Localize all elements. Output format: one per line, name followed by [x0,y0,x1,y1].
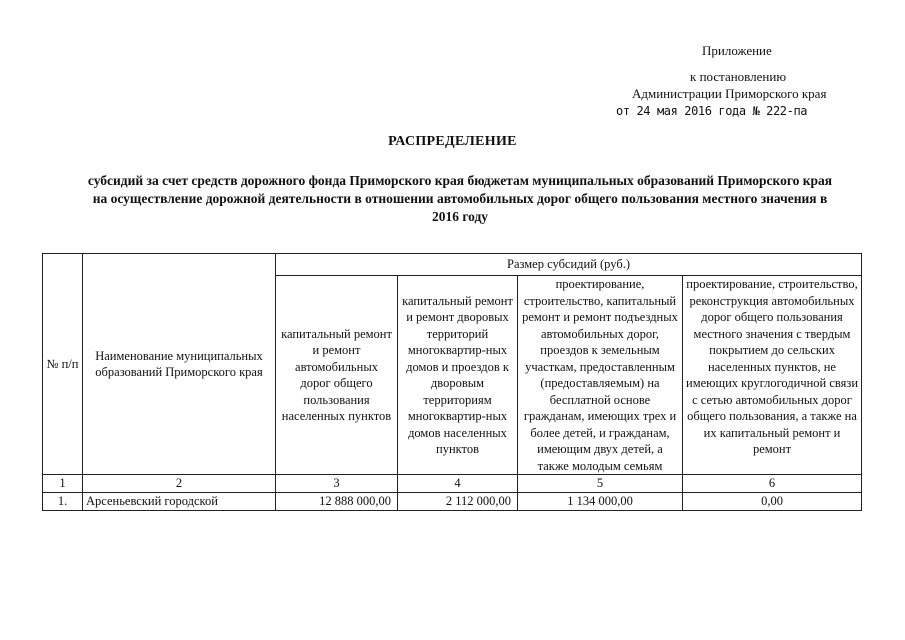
row-value-road-repair: 12 888 000,00 [276,492,398,510]
header-row-top [43,254,862,276]
row-value-rural-roads: 0,00 [683,492,862,510]
appendix-authority: Администрации Приморского края [632,86,827,101]
column-number: 6 [683,475,862,493]
header-road-repair: капитальный ремонт и ремонт автомобильных дорог общего пользования населенных пунктов [276,276,398,475]
column-number: 5 [518,475,683,493]
subsidies-table [42,253,862,511]
row-value-yard-repair: 2 112 000,00 [398,492,518,510]
appendix-resolution: к постановлению [690,69,787,84]
appendix-label: Приложение [702,43,772,58]
column-numbers-row [43,475,862,493]
column-number: 4 [398,475,518,493]
row-number: 1. [43,492,83,510]
header-number: № п/п [43,254,83,475]
column-number: 3 [276,475,398,493]
header-rural-roads: проектирование, строительство, реконструкция автомобильных дорог общего пользования местного значения с твердым покрытием до сельских населенных пунктов, не имеющих круглогодичной связи с сетью автомобильных дорог общего пользования, а также на их капитальный ремонт и ремонт [683,276,862,475]
table-row [43,492,862,510]
document-subtitle: субсидий за счет средств дорожного фонда Приморского края бюджетам муниципальных образований Приморского края на осуществление дорожной деятельности в отношении автомобильных дорог общего пользования местного значения в 2016 году [87,173,833,224]
document-title: РАСПРЕДЕЛЕНИЕ [388,134,517,149]
appendix-date-number: от 24 мая 2016 года № 222-па [616,104,808,118]
row-value-access-roads: 1 134 000,00 [518,492,683,510]
header-yard-repair: капитальный ремонт и ремонт дворовых территорий многоквартир-ных домов и проездов к дворовым территориям многоквартир-ных домов населенных пунктов [398,276,518,475]
header-subsidy-size: Размер субсидий (руб.) [276,254,862,276]
column-number: 1 [43,475,83,493]
header-municipality: Наименование муниципальных образований Приморского края [83,254,276,475]
header-access-roads: проектирование, строительство, капитальный ремонт и ремонт подъездных автомобильных дорог, проездов к земельным участкам, предоставленным (предоставляемым) на бесплатной основе гражданам, имеющих трех и более детей, и гражданам, имеющим двух детей, а также молодым семьям [518,276,683,475]
row-municipality: Арсеньевский городской [83,492,276,510]
column-number: 2 [83,475,276,493]
